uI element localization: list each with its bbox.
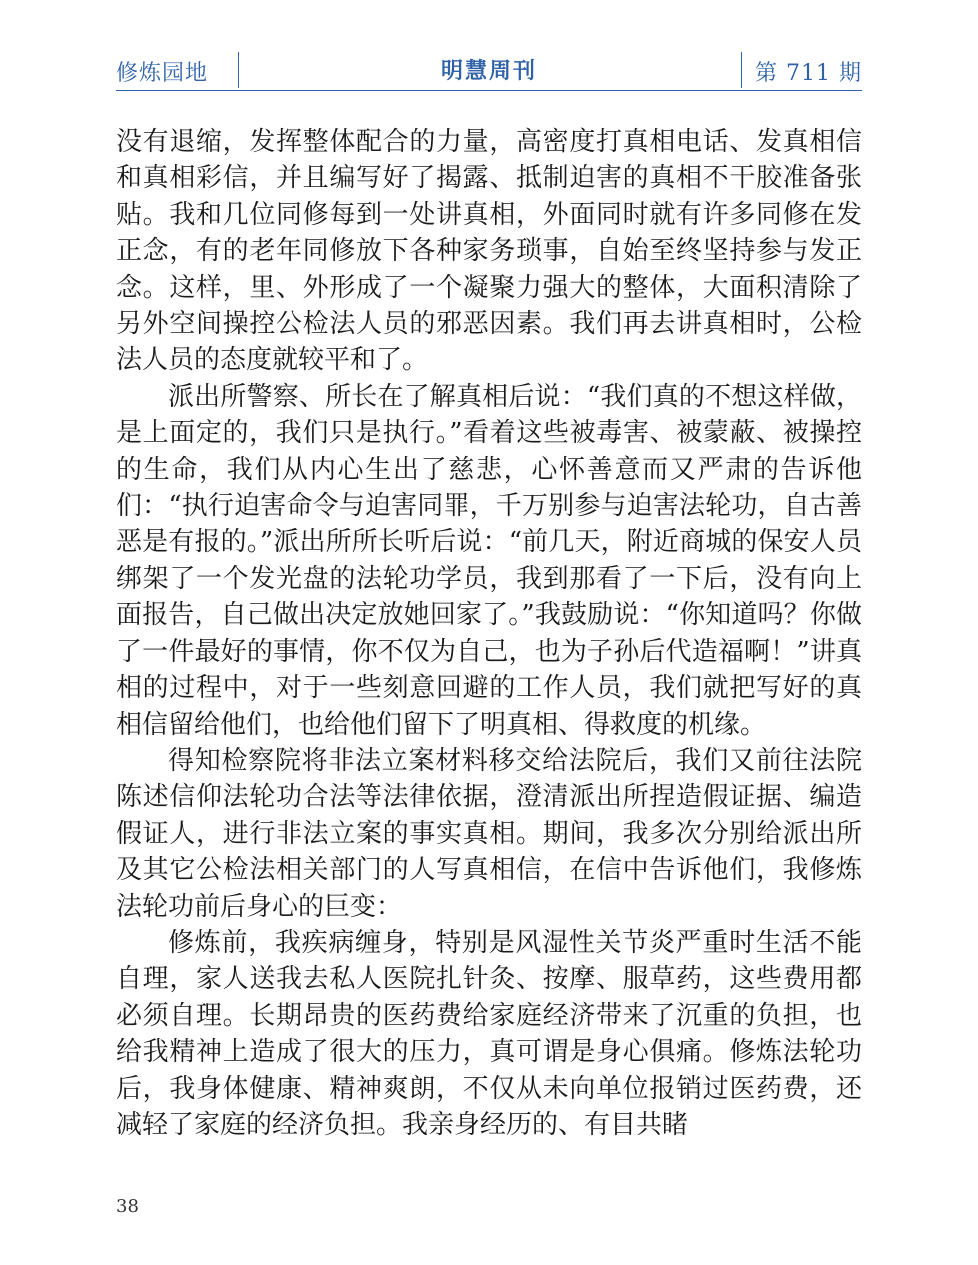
paragraph-3: 得知检察院将非法立案材料移交给法院后，我们又前往法院陈述信仰法轮功合法等法律依据，澄清派出所捏造假证据、编造假证人，进行非法立案的事实真相。期间，我多次分别给派出所及其它公检法相关部门的人写真相信，在信中告诉他们，我修炼法轮功前后身心的巨变： (116, 745, 862, 922)
header-rule (116, 90, 862, 91)
page-header (116, 50, 862, 92)
section-title: 修炼园地 (116, 61, 209, 86)
paragraph-2: 派出所警察、所长在了解真相后说：“我们真的不想这样做，是上面定的，我们只是执行。”看着这些被毒害、被蒙蔽、被操控的生命，我们从内心生出了慈悲，心怀善意而又严肃的告诉他们：“执行迫害命令与迫害同罪，千万别参与迫害法轮功，自古善恶是有报的。”派出所所长听后说：“前几天，附近商城的保安人员绑架了一个发光盘的法轮功学员，我到那看了一下后，没有向上面报告，自己做出决定放她回家了。”我鼓励说：“你知道吗？你做了一件最好的事情，你不仅为自己，也为子孙后代造福啊！”讲真相的过程中，对于一些刻意回避的工作人员，我们就把写好的真相信留给他们，也给他们留下了明真相、得救度的机缘。 (116, 381, 862, 740)
paragraph-1: 没有退缩，发挥整体配合的力量，高密度打真相电话、发真相信和真相彩信，并且编写好了揭露、抵制迫害的真相不干胶准备张贴。我和几位同修每到一处讲真相，外面同时就有许多同修在发正念，有的老年同修放下各种家务琐事，自始至终坚持参与发正念。这样，里、外形成了一个凝聚力强大的整体，大面积清除了另外空间操控公检法人员的邪恶因素。我们再去讲真相时，公检法人员的态度就较平和了。 (116, 127, 862, 376)
paragraph-4: 修炼前，我疾病缠身，特别是风湿性关节炎严重时生活不能自理，家人送我去私人医院扎针灸、按摩、服草药，这些费用都必须自理。长期昂贵的医药费给家庭经济带来了沉重的负担，也给我精神上造成了很大的压力，真可谓是身心俱痛。修炼法轮功后，我身体健康、精神爽朗，不仅从未向单位报销过医药费，还减轻了家庭的经济负担。我亲身经历的、有目共睹 (116, 927, 862, 1140)
header-divider-right (741, 52, 742, 88)
page-number: 38 (116, 1196, 139, 1217)
publication-title: 明慧周刊 (440, 59, 537, 84)
issue-number: 第 711 期 (755, 61, 862, 86)
article-body (116, 124, 862, 1143)
